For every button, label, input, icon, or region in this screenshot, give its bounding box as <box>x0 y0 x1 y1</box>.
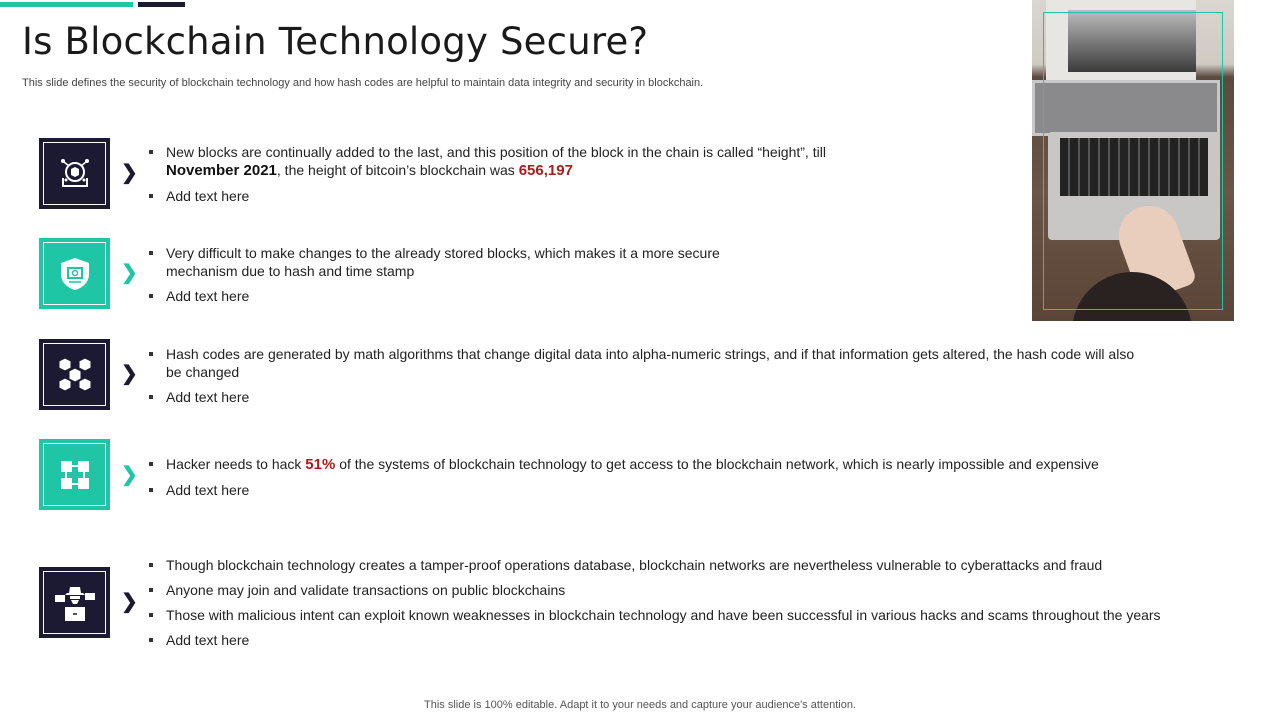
bullet-list <box>148 143 868 212</box>
chevron-right-icon: ❯ <box>121 162 138 184</box>
icon-box <box>39 238 110 309</box>
icon-box <box>39 567 110 638</box>
accent-bar-dark <box>138 2 185 7</box>
bullet-item: New blocks are continually added to the last, and this position of the block in the chain is called “height”, till November 2021, the height of bitcoin’s blockchain was 656,197 <box>148 143 868 180</box>
bullet-item: Hacker needs to hack 51% of the systems of blockchain technology to get access to the blockchain network, which is nearly impossible and expensive <box>148 455 1208 474</box>
highlight-percent: 51% <box>305 456 336 473</box>
bullet-item: Hash codes are generated by math algorithms that change digital data into alpha-numeric strings, and if that information gets altered, the hash code will also be changed <box>148 345 1138 381</box>
block-network-icon <box>58 458 92 492</box>
chevron-right-icon: ❯ <box>121 262 138 284</box>
bullet-item: Add text here <box>148 388 1138 406</box>
bullet-item: Anyone may join and validate transactions on public blockchains <box>148 581 1248 599</box>
bullet-list <box>148 556 1248 656</box>
highlight-date: November 2021 <box>166 162 277 179</box>
bullet-item: Though blockchain technology creates a tamper-proof operations database, blockchain networks are nevertheless vulnerable to cyberattacks and fraud <box>148 556 1248 574</box>
shield-safe-icon <box>58 256 92 292</box>
bullet-item: Add text here <box>148 187 868 205</box>
icon-box <box>39 138 110 209</box>
bullet-list <box>148 455 1208 506</box>
icon-box <box>39 339 110 410</box>
accent-bar-teal <box>0 2 133 7</box>
blockchain-cube-node-icon <box>57 156 93 192</box>
slide-subtitle: This slide defines the security of blockchain technology and how hash codes are helpful to maintain data integrity and security in blockchain. <box>22 77 704 89</box>
bullet-item: Add text here <box>148 287 758 305</box>
icon-box <box>39 439 110 510</box>
chevron-right-icon: ❯ <box>121 591 138 613</box>
highlight-number: 656,197 <box>518 162 573 179</box>
bullet-list <box>148 244 758 312</box>
bullet-item: Add text here <box>148 631 1248 649</box>
chevron-right-icon: ❯ <box>121 363 138 385</box>
bullet-item: Very difficult to make changes to the already stored blocks, which makes it a more secure mechanism due to hash and time stamp <box>148 244 758 280</box>
slide-title: Is Blockchain Technology Secure? <box>22 20 649 63</box>
hacker-icon <box>53 583 97 623</box>
connected-cubes-icon <box>55 355 95 395</box>
photo-frame <box>1043 12 1223 310</box>
bullet-item: Add text here <box>148 481 1208 499</box>
bullet-list <box>148 345 1138 413</box>
footer-note: This slide is 100% editable. Adapt it to your needs and capture your audience's attention. <box>424 699 856 711</box>
bullet-item: Those with malicious intent can exploit known weaknesses in blockchain technology and have been successful in various hacks and scams throughout the years <box>148 606 1248 624</box>
chevron-right-icon: ❯ <box>121 464 138 486</box>
